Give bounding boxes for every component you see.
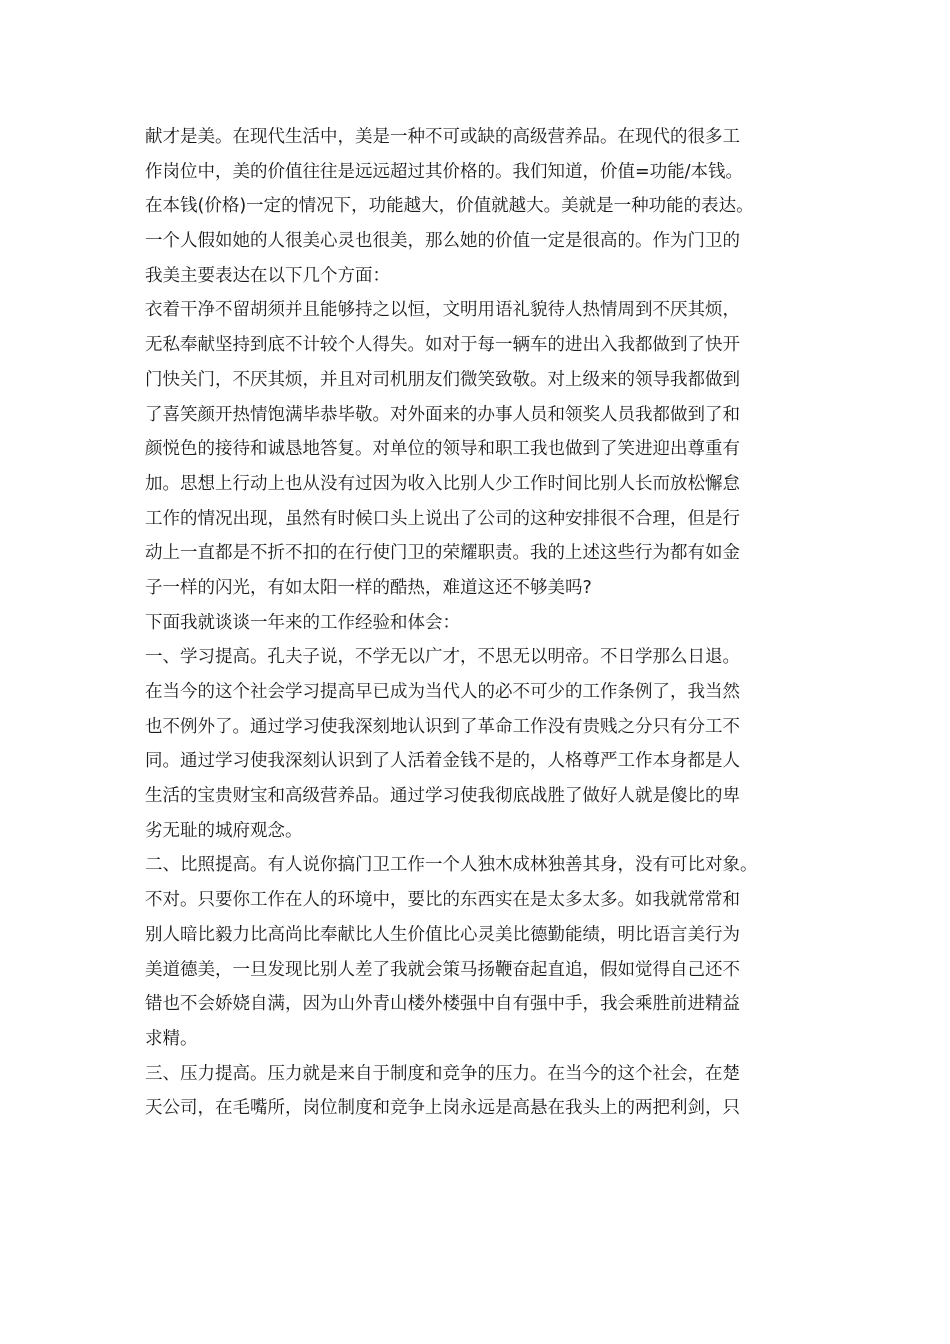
text-line: 门快关门，不厌其烦，并且对司机朋友们微笑致敬。对上级来的领导我都做到 bbox=[145, 369, 740, 390]
text-line: 无私奉献坚持到底不计较个人得失。如对于每一辆车的进出入我都做到了快开 bbox=[145, 335, 740, 356]
text-line: 同。通过学习使我深刻认识到了人活着金钱不是的，人格尊严工作本身都是人 bbox=[145, 751, 740, 772]
body-text bbox=[145, 120, 845, 1126]
text-line: 美道德美，一旦发现比别人差了我就会策马扬鞭奋起直追，假如觉得自己还不 bbox=[145, 959, 740, 980]
text-line: 衣着干净不留胡须并且能够持之以恒，文明用语礼貌待人热情周到不厌其烦， bbox=[145, 300, 740, 321]
text-line: 在本钱(价格)一定的情况下，功能越大，价值就越大。美就是一种功能的表达。 bbox=[145, 196, 754, 217]
text-line: 颜悦色的接待和诚恳地答复。对单位的领导和职工我也做到了笑进迎出尊重有 bbox=[145, 439, 740, 460]
text-line: 下面我就谈谈一年来的工作经验和体会： bbox=[145, 612, 460, 633]
text-line: 三、压力提高。压力就是来自于制度和竞争的压力。在当今的这个社会，在楚 bbox=[145, 1063, 740, 1084]
text-line: 别人暗比毅力比高尚比奉献比人生价值比心灵美比德勤能绩，明比语言美行为 bbox=[145, 924, 740, 945]
text-line: 也不例外了。通过学习使我深刻地认识到了革命工作没有贵贱之分只有分工不 bbox=[145, 716, 740, 737]
text-line: 作岗位中，美的价值往往是远远超过其价格的。我们知道，价值=功能/本钱。 bbox=[145, 161, 744, 182]
text-line: 了喜笑颜开热情饱满毕恭毕敬。对外面来的办事人员和领奖人员我都做到了和 bbox=[145, 404, 740, 425]
text-line: 错也不会娇娆自满，因为山外青山楼外楼强中自有强中手，我会乘胜前进精益 bbox=[145, 994, 740, 1015]
text-line: 不对。只要你工作在人的环境中，要比的东西实在是太多太多。如我就常常和 bbox=[145, 890, 740, 911]
text-line: 求精。 bbox=[145, 1028, 198, 1049]
text-line: 一个人假如她的人很美心灵也很美，那么她的价值一定是很高的。作为门卫的 bbox=[145, 231, 740, 252]
text-line: 加。思想上行动上也从没有过因为收入比别人少工作时间比别人长而放松懈怠 bbox=[145, 473, 740, 494]
text-line: 子一样的闪光，有如太阳一样的酷热，难道这还不够美吗? bbox=[145, 577, 592, 598]
text-line: 工作的情况出现，虽然有时候口头上说出了公司的这种安排很不合理，但是行 bbox=[145, 508, 740, 529]
text-line: 劣无耻的城府观念。 bbox=[145, 820, 303, 841]
text-line: 天公司，在毛嘴所，岗位制度和竞争上岗永远是高悬在我头上的两把利剑，只 bbox=[145, 1098, 740, 1119]
text-line: 我美主要表达在以下几个方面： bbox=[145, 265, 390, 286]
text-line: 动上一直都是不折不扣的在行使门卫的荣耀职责。我的上述这些行为都有如金 bbox=[145, 543, 740, 564]
text-line: 献才是美。在现代生活中，美是一种不可或缺的高级营养品。在现代的很多工 bbox=[145, 127, 740, 147]
text-line: 生活的宝贵财宝和高级营养品。通过学习使我彻底战胜了做好人就是傻比的卑 bbox=[145, 786, 740, 807]
text-line: 二、比照提高。有人说你搞门卫工作一个人独木成林独善其身，没有可比对象。 bbox=[145, 855, 758, 876]
text-line: 一、学习提高。孔夫子说，不学无以广才，不思无以明帝。不日学那么日退。 bbox=[145, 647, 740, 668]
text-line: 在当今的这个社会学习提高早已成为当代人的必不可少的工作条例了，我当然 bbox=[145, 682, 740, 702]
